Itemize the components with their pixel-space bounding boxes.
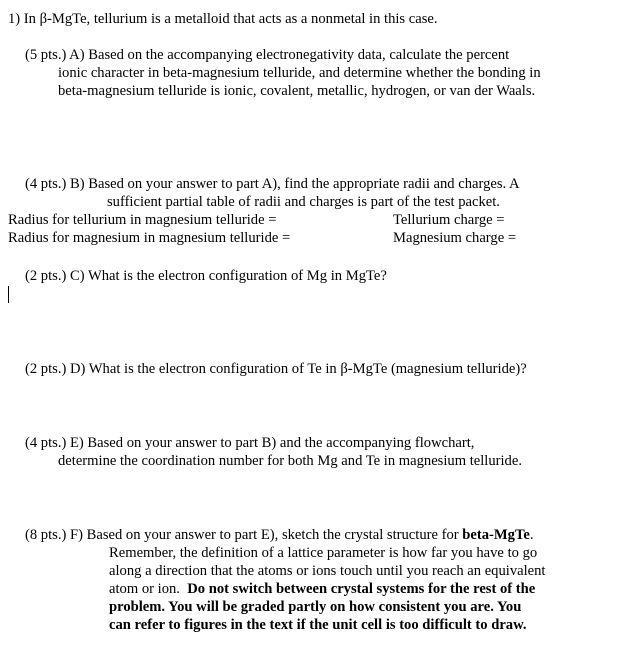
part-f-line-6: can refer to figures in the text if the unit cell is too difficult to draw. bbox=[109, 617, 527, 633]
part-f-line-4-bold: Do not switch between crystal systems for the rest of the bbox=[187, 581, 536, 597]
part-c-line-1: (2 pts.) C) What is the electron configuration of Mg in MgTe? bbox=[25, 268, 387, 284]
part-f-line-2: Remember, the definition of a lattice parameter is how far you have to go bbox=[109, 545, 538, 561]
part-f-line-3: along a direction that the atoms or ions touch until you reach an equivalent bbox=[109, 563, 546, 579]
question-intro: 1) In β-MgTe, tellurium is a metalloid that acts as a nonmetal in this case. bbox=[8, 11, 438, 27]
part-d-line-1: (2 pts.) D) What is the electron configuration of Te in β-MgTe (magnesium telluride)? bbox=[25, 361, 527, 377]
part-e-line-2: determine the coordination number for both Mg and Te in magnesium telluride. bbox=[58, 453, 522, 469]
part-f-line-4 bbox=[109, 581, 535, 598]
part-f-line-1-suffix: . bbox=[529, 527, 534, 543]
part-a-line-2: ionic character in beta-magnesium telluride, and determine whether the bonding in bbox=[58, 65, 541, 81]
part-a-line-3: beta-magnesium telluride is ionic, covalent, metallic, hydrogen, or van der Waals. bbox=[58, 83, 536, 99]
tellurium-charge-label: Tellurium charge = bbox=[393, 212, 505, 228]
part-b-line-2: sufficient partial table of radii and charges is part of the test packet. bbox=[107, 194, 500, 210]
radius-magnesium-label: Radius for magnesium in magnesium telluride = bbox=[8, 230, 291, 246]
radius-tellurium-label: Radius for tellurium in magnesium telluride = bbox=[8, 212, 277, 228]
part-b-line-1: (4 pts.) B) Based on your answer to part A), find the appropriate radii and charges. A bbox=[25, 176, 520, 192]
part-f-line-4-text: atom or ion. bbox=[109, 581, 188, 597]
text-cursor[interactable] bbox=[8, 286, 9, 303]
part-e-line-1: (4 pts.) E) Based on your answer to part B) and the accompanying flowchart, bbox=[25, 435, 475, 451]
magnesium-charge-label: Magnesium charge = bbox=[393, 230, 517, 246]
part-f-emphasis-compound: beta-MgTe bbox=[462, 527, 530, 543]
part-f-line-5: problem. You will be graded partly on how consistent you are. You bbox=[109, 599, 522, 615]
part-f-line-1 bbox=[25, 527, 534, 544]
part-f-line-1-text: (8 pts.) F) Based on your answer to part E), sketch the crystal structure for bbox=[25, 527, 463, 543]
part-a-line-1: (5 pts.) A) Based on the accompanying electronegativity data, calculate the percent bbox=[25, 47, 510, 63]
